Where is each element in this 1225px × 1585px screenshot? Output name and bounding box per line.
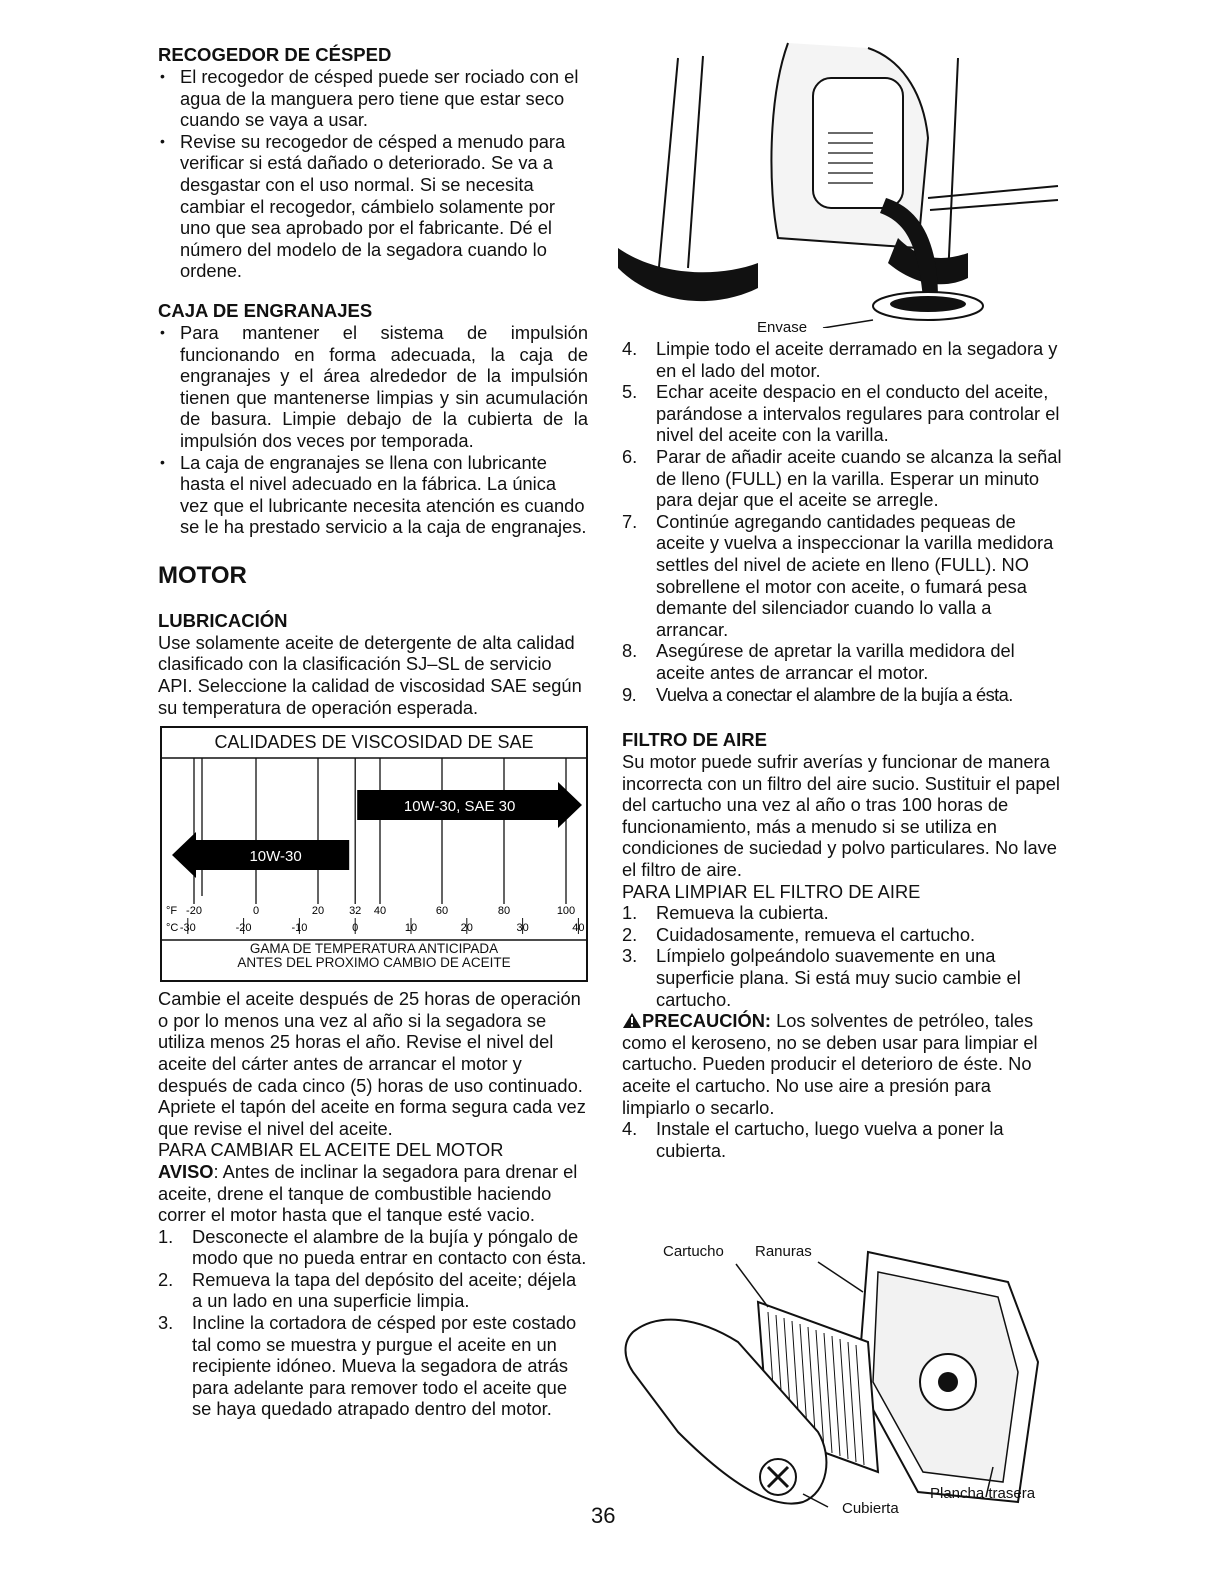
step-text: Echar aceite despacio en el conducto del aceite, parándose a intervalos regulares para controlar el nivel del aceite con la varilla. [656,381,1060,446]
label-ranuras: Ranuras [755,1243,812,1260]
tick-label: -20 [235,922,252,935]
list-item [622,511,1062,641]
list-item [158,1312,588,1420]
step-number: 4. [622,1118,638,1140]
heading-caja: CAJA DE ENGRANAJES [158,299,373,321]
bar-label: 10W-30 [249,848,302,866]
step-text: Remueva la tapa del depósito del aceite; déjela a un lado en una superficie limpia. [192,1268,577,1312]
list-item: • Revise su recogedor de césped a menudo para verificar si está dañado o deteriorado. Se va a desgastar con el uso normal. Si se necesita cambiar el recogedor, cámbielo solamente por uno que sea aprobado por el fabricante. Dé el número del modelo de la segadora cuando lo ordene. [158,131,588,282]
clean-filter-heading: PARA LIMPIAR EL FILTRO DE AIRE [622,880,921,902]
list-item: • Para mantener el sistema de impulsión funcionando en forma adecuada, la caja de engranajes y el área alrededor de la impulsión tienen que mantenerse limpias y sin acumulación de basura. Limpie debajo de la cubierta de la impulsión dos veces por temporada. [158,322,588,452]
change-oil-heading: PARA CAMBIAR EL ACEITE DEL MOTOR [158,1139,504,1161]
step-text: Desconecte el alambre de la bujía y póngalo de modo que no pueda entrar en contacto con ésta. [192,1225,587,1269]
list-item [622,338,1062,381]
tick-label: °F [166,905,178,918]
label-plancha-trasera: Plancha trasera [930,1485,1036,1502]
bar-label: 10W-30, SAE 30 [403,798,516,816]
oil-drain-illustration [618,38,1068,328]
step-number: 7. [622,510,638,532]
step-text: Limpie todo el aceite derramado en la segadora y en el lado del motor. [656,338,1058,381]
list-item [622,902,1062,924]
tick-label: 40 [572,922,585,935]
lubricacion-intro: Use solamente aceite de detergente de alta calidad clasificado con la clasificación SJ–SL de servicio API. Seleccione la calidad de viscosidad SAE según su temperatura de operación esperada. [158,631,582,718]
step-text: Remueva la cubierta. [656,902,829,924]
step-number: 9. [622,683,637,705]
tick-label: 0 [252,905,260,918]
step-number: 4. [622,338,638,359]
caution-paragraph [622,1010,1062,1118]
tick-label: 20 [311,905,325,918]
tick-label: 30 [516,922,529,935]
air-filter-illustration [618,1232,1068,1522]
aviso-paragraph [158,1161,588,1226]
step-number: 3. [622,945,638,967]
list-item [622,640,1062,683]
caution-label: PRECAUCIÓN: [642,1010,771,1032]
chart-xlabel-line1: GAMA DE TEMPERATURA ANTICIPADA [249,941,499,957]
filter-steps-b [622,1118,1062,1161]
oil-steps-right [622,338,1062,705]
oil-steps-left [158,1226,588,1420]
heading-lubricacion: LUBRICACIÓN [158,609,288,631]
tick-label: -20 [186,905,202,918]
tick-label: °C [166,922,179,935]
step-number: 1. [622,902,638,924]
list-item [622,446,1062,511]
label-cartucho: Cartucho [663,1243,724,1260]
step-text: Incline la cortadora de césped por este costado tal como se muestra y purgue el aceite en un recipiente idóneo. Mueva la segadora de atrás para adelante para remover todo el aceite que se haya quedado atrapado dentro del motor. [192,1312,577,1420]
list-item: • El recogedor de césped puede ser rociado con el agua de la manguera pero tiene que estar seco cuando se vaya a usar. [158,66,588,131]
tick-label: 100 [556,905,576,918]
step-number: 2. [158,1268,174,1290]
step-number: 2. [622,923,638,945]
caja-list [158,322,588,538]
list-item [622,945,1062,1010]
step-number: 8. [622,640,638,662]
list-item [622,684,1062,706]
step-number: 5. [622,381,638,403]
list-item: • La caja de engranajes se llena con lubricante hasta el nivel adecuado en la fábrica. La única vez que el lubricante necesita atención es cuando se le ha prestado servicio a la caja de engranajes. [158,452,588,538]
list-item [622,1118,1062,1161]
list-item [622,381,1062,446]
right-column [622,338,1062,1161]
tick-label: 20 [460,922,473,935]
page-number: 36 [591,1503,616,1528]
list-item [622,924,1062,946]
chart-xlabel [162,942,586,970]
step-number: 3. [158,1312,174,1334]
step-text: Instale el cartucho, luego vuelva a poner la cubierta. [656,1118,1004,1161]
heading-recogedor: RECOGEDOR DE CÉSPED [158,44,392,65]
tick-label: -30 [179,922,196,935]
step-text: Asegúrese de apretar la varilla medidora del aceite antes de arrancar el motor. [656,640,1015,683]
warning-icon [622,1012,642,1029]
list-item [158,1226,588,1269]
tick-label: 0 [352,922,359,935]
aviso-text: : Antes de inclinar la segadora para drenar el aceite, drene el tanque de combustible haciendo correr el motor hasta que el tanque esté vacio. [158,1160,578,1226]
left-column [158,44,588,1420]
step-text: Vuelva a conectar el alambre de la bujía a ésta. [656,683,1013,705]
oil-change-text: Cambie el aceite después de 25 horas de operación o por lo menos una vez al año si la segadora se utiliza menos 25 horas el año. Revise el nivel del aceite del cárter antes de arrancar el motor y después de cada cinco (5) horas de uso continuado. Apriete el tapón del aceite en forma segura cada vez que revise el nivel del aceite. [158,988,586,1139]
filter-steps-a [622,902,1062,1010]
filtro-intro: Su motor puede sufrir averías y funcionar de manera incorrecta con un filtro del aire sucio. Sustituir el papel del cartucho una vez al año o tras 100 horas de funcionamiento, más a menudo si se utiliza en condiciones de suciedad y polvo particulares. No lave el filtro de aire. [622,751,1060,881]
chart-xlabel-line2: ANTES DEL PROXIMO CAMBIO DE ACEITE [237,955,511,971]
aviso-label: AVISO [158,1160,214,1182]
chart-title: CALIDADES DE VISCOSIDAD DE SAE [214,732,534,753]
step-number: 1. [158,1225,174,1247]
list-item [158,1269,588,1312]
tick-label: 32 [349,905,362,918]
step-text: Límpielo golpeándolo suavemente en una superficie plana. Si está muy sucio cambie el cartucho. [656,945,1021,1010]
step-text: Parar de añadir aceite cuando se alcanza la señal de lleno (FULL) en la varilla. Esperar un minuto para dejar que el aceite se arregle. [656,445,1062,511]
tick-label: 80 [497,905,511,918]
heading-filtro: FILTRO DE AIRE [622,729,767,751]
caution-text: Los solventes de petróleo, tales como el keroseno, no se deben usar para limpiar el cartucho. Pueden producir el deterioro de éste. No aceite el cartucho. No use aire a presión para limpiarlo o secarlo. [622,1010,1038,1118]
step-number: 6. [622,445,638,467]
label-envase: Envase [757,319,808,336]
viscosity-chart [160,726,588,982]
tick-label: 10 [404,922,418,935]
tick-label: 60 [435,905,449,918]
step-text: Continúe agregando cantidades pequeas de aceite y vuelva a inspeccionar la varilla medidora settles del nivel de aciete en lleno (FULL). NO sobrellene el motor con aceite, o fumará pesa demante del silenciador cuando lo valla a arrancar. [656,510,1054,640]
label-cubierta: Cubierta [842,1500,899,1517]
recogedor-list [158,66,588,282]
heading-motor: MOTOR [158,561,247,589]
tick-label: 40 [373,905,387,918]
tick-label: -10 [291,922,308,935]
step-text: Cuidadosamente, remueva el cartucho. [656,923,976,945]
